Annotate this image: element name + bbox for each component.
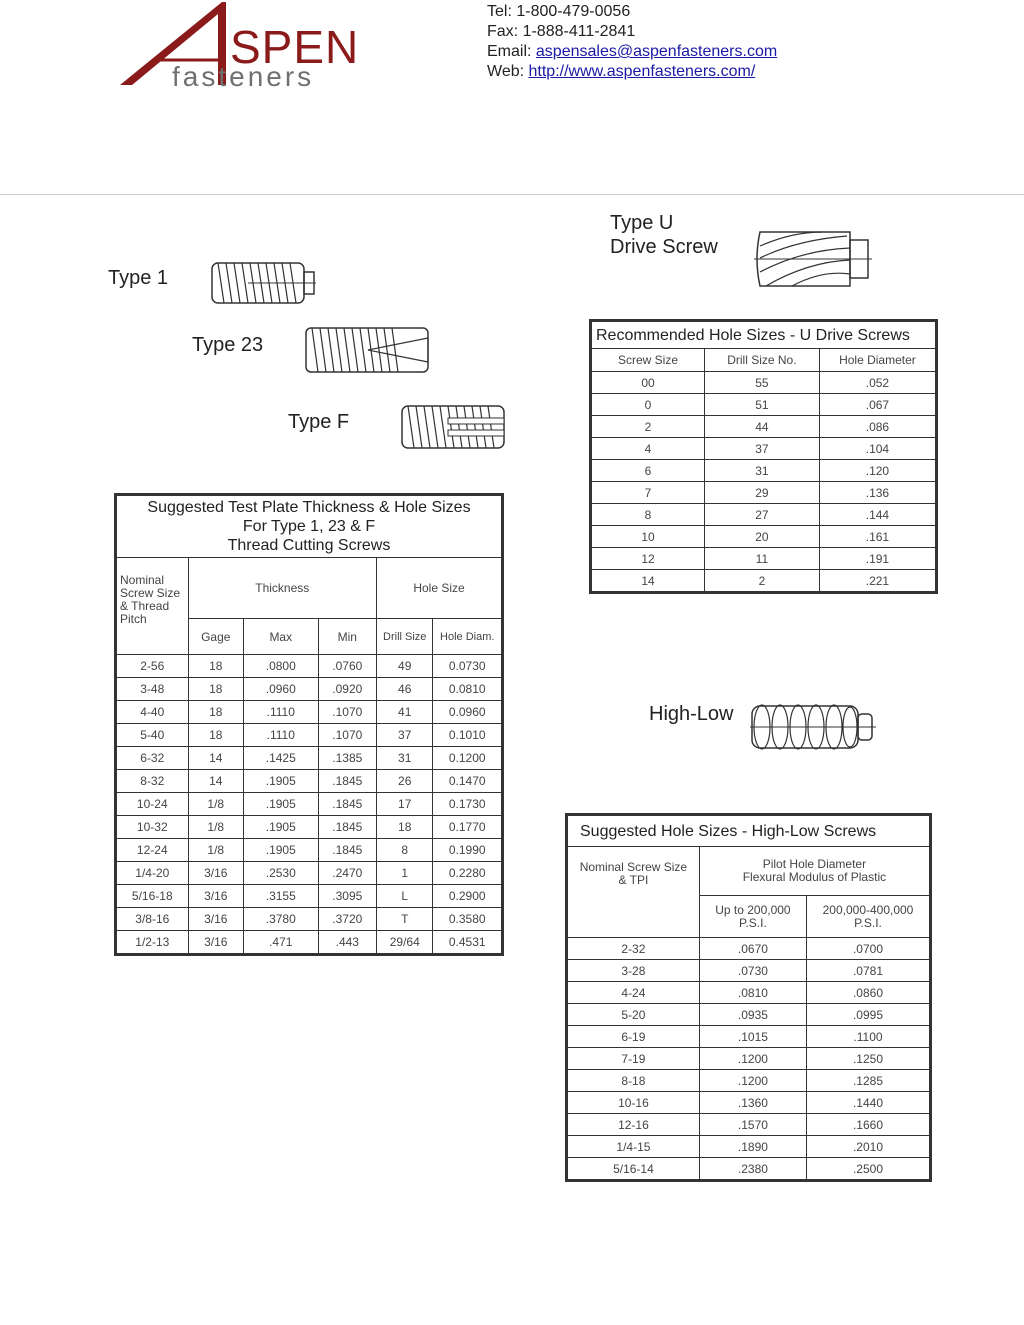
col-thickness: Thickness (188, 558, 376, 619)
table-cell: 4 (591, 438, 705, 460)
col-min: Min (318, 619, 376, 655)
table-cell: 3/16 (188, 885, 243, 908)
table-cell: .1070 (318, 724, 376, 747)
contact-tel: Tel: 1-800-479-0056 (487, 3, 631, 20)
table-row (591, 416, 937, 438)
table-row (116, 701, 503, 724)
table-cell: 12-24 (116, 839, 189, 862)
table-row (116, 908, 503, 931)
table-cell: .1385 (318, 747, 376, 770)
contact-web-row (487, 62, 755, 82)
table-cell: .086 (819, 416, 936, 438)
title-line: Thread Cutting Screws (227, 537, 391, 554)
title-line: Suggested Test Plate Thickness & Hole Sizes (147, 499, 471, 516)
table-cell: .1905 (243, 793, 318, 816)
table-cell: T (377, 908, 433, 931)
type-f-screw-icon (398, 402, 508, 452)
table-cell: .1440 (806, 1092, 930, 1114)
svg-text:SPEN: SPEN (230, 21, 360, 73)
table-cell: 1/8 (188, 793, 243, 816)
thread-cutting-body (116, 655, 503, 955)
table-cell: 5/16-14 (567, 1158, 700, 1181)
table-row (567, 1026, 931, 1048)
table-cell: 5/16-18 (116, 885, 189, 908)
table-cell: L (377, 885, 433, 908)
table-row (567, 1070, 931, 1092)
table-cell: 8 (377, 839, 433, 862)
table-cell: 2 (704, 570, 819, 593)
table-cell: .2500 (806, 1158, 930, 1181)
table-cell: .136 (819, 482, 936, 504)
table-cell: 0.3580 (433, 908, 503, 931)
table-cell: .052 (819, 372, 936, 394)
table-cell: 7 (591, 482, 705, 504)
contact-email-row (487, 42, 777, 62)
table-cell: 18 (377, 816, 433, 839)
table-cell: .161 (819, 526, 936, 548)
col-gage: Gage (188, 619, 243, 655)
table-cell: 1/8 (188, 839, 243, 862)
type-1-screw-icon (208, 258, 318, 308)
table-cell: 14 (188, 747, 243, 770)
table-cell: 3-28 (567, 960, 700, 982)
table-cell: 10-16 (567, 1092, 700, 1114)
table-cell: .0800 (243, 655, 318, 678)
table-cell: .3720 (318, 908, 376, 931)
table-cell: .144 (819, 504, 936, 526)
table-cell: 7-19 (567, 1048, 700, 1070)
table-cell: .120 (819, 460, 936, 482)
table-row (116, 839, 503, 862)
table-cell: 1/4-20 (116, 862, 189, 885)
table-cell: .1360 (699, 1092, 806, 1114)
table-cell: 20 (704, 526, 819, 548)
table-row (591, 372, 937, 394)
table-cell: .2530 (243, 862, 318, 885)
high-low-label: High-Low (649, 703, 734, 725)
col-pilot-hole: Pilot Hole Diameter Flexural Modulus of Plastic (699, 847, 930, 896)
table-row (567, 1092, 931, 1114)
col-drill-size: Drill Size (377, 619, 433, 655)
table-cell: .1845 (318, 770, 376, 793)
table-cell: .0730 (699, 960, 806, 982)
table-row (567, 1048, 931, 1070)
table-cell: .0920 (318, 678, 376, 701)
table-cell: 14 (188, 770, 243, 793)
type-1-label: Type 1 (108, 267, 169, 289)
table-cell: .1570 (699, 1114, 806, 1136)
u-drive-body (591, 372, 937, 593)
thread-cutting-table (114, 493, 504, 956)
table-cell: .1110 (243, 701, 318, 724)
type-u-label: Type U Drive Screw (610, 212, 718, 258)
table-cell: 27 (704, 504, 819, 526)
table-cell: 1/8 (188, 816, 243, 839)
col-hole-diam: Hole Diam. (433, 619, 503, 655)
table-row (591, 482, 937, 504)
svg-text:fasteners: fasteners (172, 61, 315, 92)
table-cell: .1110 (243, 724, 318, 747)
table-cell: 26 (377, 770, 433, 793)
table-cell: 49 (377, 655, 433, 678)
table-cell: .104 (819, 438, 936, 460)
table-cell: 11 (704, 548, 819, 570)
table-cell: 37 (704, 438, 819, 460)
table-cell: 6-32 (116, 747, 189, 770)
table-cell: .3095 (318, 885, 376, 908)
type-f-label: Type F (288, 411, 350, 433)
table-cell: 55 (704, 372, 819, 394)
email-link[interactable]: aspensales@aspenfasteners.com (535, 43, 778, 60)
table-cell: 3-48 (116, 678, 189, 701)
table-cell: 29 (704, 482, 819, 504)
table-cell: 5-20 (567, 1004, 700, 1026)
table-cell: .0781 (806, 960, 930, 982)
table-row (116, 793, 503, 816)
table-cell: 6 (591, 460, 705, 482)
col-screw-size: Screw Size (591, 349, 705, 372)
table-row (567, 1136, 931, 1158)
table-cell: .0810 (699, 982, 806, 1004)
table-cell: .1905 (243, 770, 318, 793)
table-cell: 0.1770 (433, 816, 503, 839)
table-cell: .1905 (243, 816, 318, 839)
table-row (116, 816, 503, 839)
type-23-screw-icon (302, 324, 432, 376)
table-row (116, 931, 503, 955)
table-cell: .2470 (318, 862, 376, 885)
table-cell: .1200 (699, 1048, 806, 1070)
table-cell: 44 (704, 416, 819, 438)
table-cell: .2010 (806, 1136, 930, 1158)
table-row (591, 526, 937, 548)
table-cell: .0935 (699, 1004, 806, 1026)
table-title-row (116, 495, 503, 558)
table-cell: 46 (377, 678, 433, 701)
table-cell: .0960 (243, 678, 318, 701)
col-nominal: Nominal Screw Size & Thread Pitch (116, 558, 189, 655)
table-title: Recommended Hole Sizes - U Drive Screws (591, 321, 937, 349)
email-label: Email: (487, 43, 536, 60)
table-cell: .0860 (806, 982, 930, 1004)
table-title (116, 495, 503, 558)
table-cell: 0.0730 (433, 655, 503, 678)
table-row (591, 394, 937, 416)
type-u-drive-screw-icon (752, 226, 874, 292)
table-cell: 10-32 (116, 816, 189, 839)
table-cell: .3155 (243, 885, 318, 908)
table-cell: 0 (591, 394, 705, 416)
table-row (116, 747, 503, 770)
table-cell: .1660 (806, 1114, 930, 1136)
table-row (116, 885, 503, 908)
col-drill-size-no: Drill Size No. (704, 349, 819, 372)
table-cell: 37 (377, 724, 433, 747)
table-cell: 00 (591, 372, 705, 394)
table-cell: 0.1730 (433, 793, 503, 816)
table-cell: 29/64 (377, 931, 433, 955)
table-cell: 1/2-13 (116, 931, 189, 955)
website-link[interactable]: http://www.aspenfasteners.com/ (528, 63, 756, 80)
table-cell: 0.1990 (433, 839, 503, 862)
table-cell: 3/16 (188, 931, 243, 955)
table-cell: .1890 (699, 1136, 806, 1158)
table-cell: 0.0960 (433, 701, 503, 724)
table-cell: .1905 (243, 839, 318, 862)
table-cell: 1 (377, 862, 433, 885)
table-cell: 18 (188, 655, 243, 678)
table-cell: .2380 (699, 1158, 806, 1181)
table-cell: 2-32 (567, 938, 700, 960)
col-hole-diameter: Hole Diameter (819, 349, 936, 372)
table-cell: 17 (377, 793, 433, 816)
table-cell: 0.1010 (433, 724, 503, 747)
table-cell: .1845 (318, 839, 376, 862)
table-row (116, 724, 503, 747)
table-row (116, 770, 503, 793)
table-cell: 41 (377, 701, 433, 724)
col-hole-size: Hole Size (377, 558, 503, 619)
high-low-table (565, 813, 932, 1182)
table-row (567, 938, 931, 960)
table-cell: 0.1470 (433, 770, 503, 793)
table-cell: .1845 (318, 793, 376, 816)
table-cell: 3/8-16 (116, 908, 189, 931)
table-row (116, 655, 503, 678)
table-cell: 12-16 (567, 1114, 700, 1136)
table-cell: 8-18 (567, 1070, 700, 1092)
table-cell: .0995 (806, 1004, 930, 1026)
table-row (591, 438, 937, 460)
table-row (567, 1158, 931, 1181)
table-title-row (567, 815, 931, 847)
table-cell: 6-19 (567, 1026, 700, 1048)
table-cell: 18 (188, 724, 243, 747)
high-low-body (567, 938, 931, 1181)
table-row (591, 460, 937, 482)
table-cell: .0700 (806, 938, 930, 960)
table-row (591, 570, 937, 593)
table-cell: 5-40 (116, 724, 189, 747)
table-cell: 0.2900 (433, 885, 503, 908)
table-cell: 4-24 (567, 982, 700, 1004)
table-row (567, 1114, 931, 1136)
table-cell: 12 (591, 548, 705, 570)
table-cell: .1285 (806, 1070, 930, 1092)
table-cell: 0.4531 (433, 931, 503, 955)
contact-fax: Fax: 1-888-411-2841 (487, 23, 636, 40)
table-row (567, 1004, 931, 1026)
table-title-row (591, 321, 937, 349)
table-cell: 31 (377, 747, 433, 770)
table-cell: 10 (591, 526, 705, 548)
col-up-to-200k: Up to 200,000 P.S.I. (699, 896, 806, 938)
table-row (116, 862, 503, 885)
table-title: Suggested Hole Sizes - High-Low Screws (567, 815, 931, 847)
table-row (591, 548, 937, 570)
table-cell: .191 (819, 548, 936, 570)
table-cell: .067 (819, 394, 936, 416)
table-cell: 18 (188, 678, 243, 701)
table-cell: 3/16 (188, 908, 243, 931)
table-cell: .1250 (806, 1048, 930, 1070)
table-cell: .1200 (699, 1070, 806, 1092)
table-cell: .0760 (318, 655, 376, 678)
table-cell: 2 (591, 416, 705, 438)
header-row (116, 558, 503, 619)
table-cell: 31 (704, 460, 819, 482)
table-cell: 0.1200 (433, 747, 503, 770)
table-cell: .0670 (699, 938, 806, 960)
table-cell: 51 (704, 394, 819, 416)
aspen-fasteners-logo (118, 0, 398, 92)
table-cell: 1/4-15 (567, 1136, 700, 1158)
table-cell: 0.2280 (433, 862, 503, 885)
u-drive-table (589, 319, 938, 594)
header-row (591, 349, 937, 372)
web-label: Web: (487, 63, 529, 80)
table-cell: .1100 (806, 1026, 930, 1048)
col-max: Max (243, 619, 318, 655)
header-divider (0, 194, 1024, 195)
table-cell: .1070 (318, 701, 376, 724)
table-cell: .1015 (699, 1026, 806, 1048)
table-cell: .1845 (318, 816, 376, 839)
table-cell: .443 (318, 931, 376, 955)
table-row (567, 982, 931, 1004)
table-cell: 2-56 (116, 655, 189, 678)
table-cell: 18 (188, 701, 243, 724)
table-cell: 8 (591, 504, 705, 526)
table-cell: .471 (243, 931, 318, 955)
table-cell: 14 (591, 570, 705, 593)
table-row (567, 960, 931, 982)
table-row (116, 678, 503, 701)
table-cell: .221 (819, 570, 936, 593)
table-cell: 10-24 (116, 793, 189, 816)
table-cell: .1425 (243, 747, 318, 770)
col-200k-400k: 200,000-400,000 P.S.I. (806, 896, 930, 938)
high-low-screw-icon (746, 698, 880, 756)
table-cell: 0.0810 (433, 678, 503, 701)
table-cell: 8-32 (116, 770, 189, 793)
table-row (591, 504, 937, 526)
table-cell: .3780 (243, 908, 318, 931)
header-row (567, 847, 931, 896)
title-line: For Type 1, 23 & F (242, 518, 376, 535)
table-cell: 3/16 (188, 862, 243, 885)
type-23-label: Type 23 (192, 334, 264, 356)
col-nominal: Nominal Screw Size & TPI (567, 847, 700, 938)
table-cell: 4-40 (116, 701, 189, 724)
